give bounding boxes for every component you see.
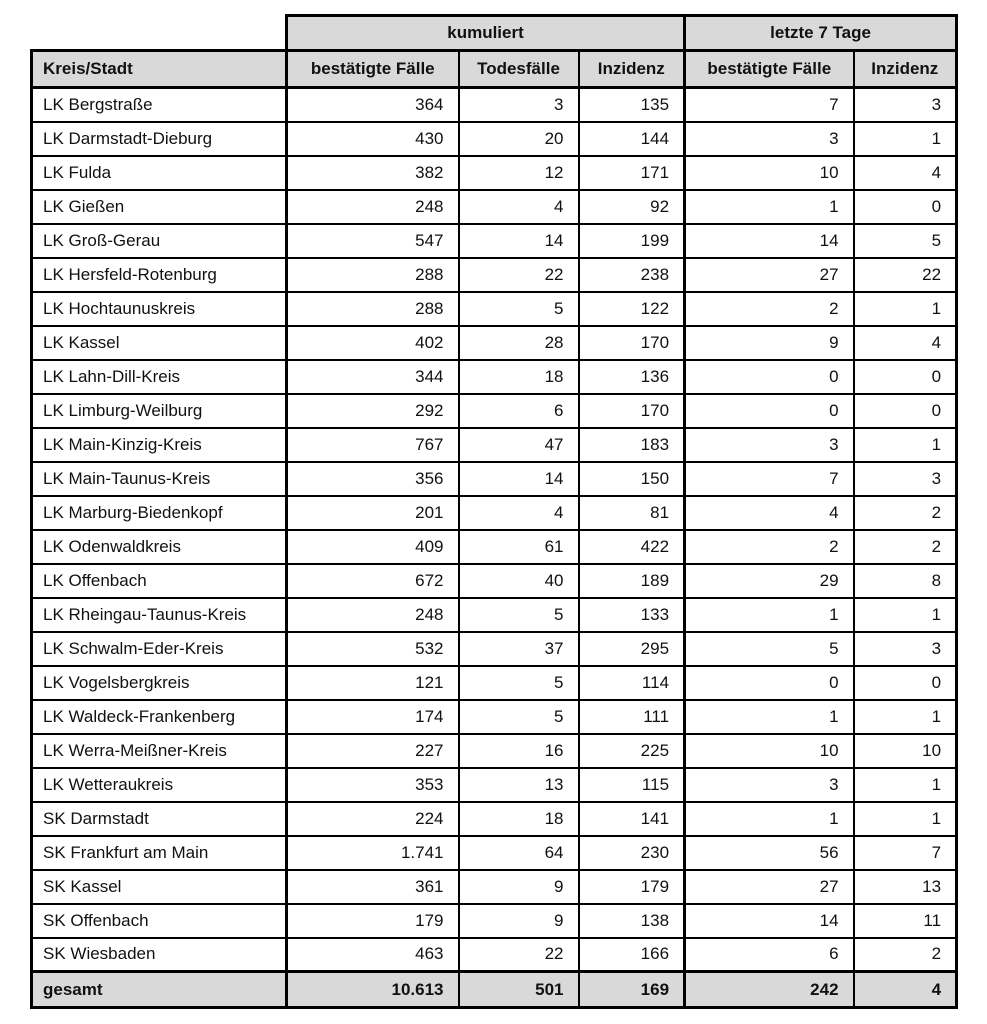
value-cell: 9 [459, 904, 579, 938]
table-row [32, 598, 957, 632]
district-name-cell: LK Werra-Meißner-Kreis [32, 734, 287, 768]
district-name-cell: LK Rheingau-Taunus-Kreis [32, 598, 287, 632]
value-cell: 6 [459, 394, 579, 428]
value-cell: 1 [854, 428, 957, 462]
value-cell: 29 [685, 564, 854, 598]
district-name-cell: LK Limburg-Weilburg [32, 394, 287, 428]
table-row [32, 394, 957, 428]
value-cell: 1 [685, 598, 854, 632]
table-row [32, 156, 957, 190]
value-cell: 4 [854, 326, 957, 360]
value-cell: 199 [579, 224, 685, 258]
table-row [32, 700, 957, 734]
value-cell: 14 [459, 462, 579, 496]
value-cell: 3 [685, 428, 854, 462]
table-row [32, 462, 957, 496]
value-cell: 40 [459, 564, 579, 598]
value-cell: 672 [287, 564, 459, 598]
value-cell: 2 [854, 938, 957, 972]
value-cell: 364 [287, 88, 459, 122]
table-row [32, 360, 957, 394]
value-cell: 114 [579, 666, 685, 700]
value-cell: 344 [287, 360, 459, 394]
value-cell: 10 [854, 734, 957, 768]
value-cell: 13 [854, 870, 957, 904]
column-header-inzidenz-7-tage: Inzidenz [854, 51, 957, 88]
value-cell: 47 [459, 428, 579, 462]
total-bestaetigte-faelle-7-tage: 242 [685, 972, 854, 1008]
value-cell: 288 [287, 258, 459, 292]
value-cell: 1.741 [287, 836, 459, 870]
value-cell: 3 [854, 632, 957, 666]
table-row [32, 938, 957, 972]
value-cell: 2 [854, 496, 957, 530]
table-row [32, 88, 957, 122]
value-cell: 5 [459, 292, 579, 326]
value-cell: 174 [287, 700, 459, 734]
table-row [32, 904, 957, 938]
total-inzidenz-7-tage: 4 [854, 972, 957, 1008]
total-bestaetigte-faelle-kumuliert: 10.613 [287, 972, 459, 1008]
table-row [32, 326, 957, 360]
value-cell: 28 [459, 326, 579, 360]
value-cell: 16 [459, 734, 579, 768]
district-name-cell: LK Odenwaldkreis [32, 530, 287, 564]
value-cell: 133 [579, 598, 685, 632]
value-cell: 10 [685, 734, 854, 768]
value-cell: 238 [579, 258, 685, 292]
value-cell: 547 [287, 224, 459, 258]
value-cell: 183 [579, 428, 685, 462]
value-cell: 37 [459, 632, 579, 666]
value-cell: 1 [854, 122, 957, 156]
district-name-cell: LK Marburg-Biedenkopf [32, 496, 287, 530]
district-name-cell: LK Wetteraukreis [32, 768, 287, 802]
table-row [32, 122, 957, 156]
value-cell: 0 [685, 666, 854, 700]
district-name-cell: LK Kassel [32, 326, 287, 360]
value-cell: 1 [854, 802, 957, 836]
table-row [32, 496, 957, 530]
value-cell: 353 [287, 768, 459, 802]
value-cell: 9 [459, 870, 579, 904]
corner-spacer [32, 16, 287, 51]
value-cell: 5 [459, 700, 579, 734]
value-cell: 56 [685, 836, 854, 870]
value-cell: 288 [287, 292, 459, 326]
value-cell: 9 [685, 326, 854, 360]
value-cell: 1 [685, 190, 854, 224]
table-row [32, 870, 957, 904]
value-cell: 7 [685, 88, 854, 122]
value-cell: 422 [579, 530, 685, 564]
value-cell: 463 [287, 938, 459, 972]
value-cell: 0 [854, 190, 957, 224]
value-cell: 135 [579, 88, 685, 122]
value-cell: 225 [579, 734, 685, 768]
value-cell: 141 [579, 802, 685, 836]
column-header-bestaetigte-faelle-7-tage: bestätigte Fälle [685, 51, 854, 88]
value-cell: 248 [287, 190, 459, 224]
value-cell: 402 [287, 326, 459, 360]
value-cell: 1 [854, 598, 957, 632]
district-name-cell: LK Groß-Gerau [32, 224, 287, 258]
column-header-row [32, 51, 957, 88]
value-cell: 14 [685, 904, 854, 938]
value-cell: 189 [579, 564, 685, 598]
value-cell: 10 [685, 156, 854, 190]
table-row [32, 734, 957, 768]
district-name-cell: LK Main-Kinzig-Kreis [32, 428, 287, 462]
value-cell: 179 [579, 870, 685, 904]
value-cell: 13 [459, 768, 579, 802]
value-cell: 171 [579, 156, 685, 190]
group-header-letzte-7-tage: letzte 7 Tage [685, 16, 957, 51]
value-cell: 18 [459, 802, 579, 836]
value-cell: 20 [459, 122, 579, 156]
value-cell: 115 [579, 768, 685, 802]
table-row [32, 802, 957, 836]
value-cell: 361 [287, 870, 459, 904]
value-cell: 92 [579, 190, 685, 224]
value-cell: 12 [459, 156, 579, 190]
table-row [32, 836, 957, 870]
group-header-row [32, 16, 957, 51]
value-cell: 61 [459, 530, 579, 564]
value-cell: 224 [287, 802, 459, 836]
value-cell: 6 [685, 938, 854, 972]
value-cell: 430 [287, 122, 459, 156]
value-cell: 170 [579, 326, 685, 360]
district-name-cell: LK Vogelsbergkreis [32, 666, 287, 700]
value-cell: 0 [854, 360, 957, 394]
value-cell: 81 [579, 496, 685, 530]
district-name-cell: LK Offenbach [32, 564, 287, 598]
district-name-cell: LK Main-Taunus-Kreis [32, 462, 287, 496]
covid-statistics-table [30, 14, 958, 1009]
group-header-kumuliert: kumuliert [287, 16, 685, 51]
value-cell: 14 [459, 224, 579, 258]
value-cell: 382 [287, 156, 459, 190]
value-cell: 201 [287, 496, 459, 530]
value-cell: 136 [579, 360, 685, 394]
value-cell: 111 [579, 700, 685, 734]
value-cell: 179 [287, 904, 459, 938]
total-row [32, 972, 957, 1008]
value-cell: 27 [685, 870, 854, 904]
value-cell: 64 [459, 836, 579, 870]
district-name-cell: SK Wiesbaden [32, 938, 287, 972]
district-name-cell: SK Darmstadt [32, 802, 287, 836]
value-cell: 227 [287, 734, 459, 768]
value-cell: 5 [685, 632, 854, 666]
value-cell: 0 [685, 394, 854, 428]
district-name-cell: LK Hersfeld-Rotenburg [32, 258, 287, 292]
value-cell: 170 [579, 394, 685, 428]
value-cell: 150 [579, 462, 685, 496]
value-cell: 1 [854, 292, 957, 326]
value-cell: 14 [685, 224, 854, 258]
value-cell: 22 [459, 938, 579, 972]
table-row [32, 258, 957, 292]
value-cell: 3 [685, 768, 854, 802]
table-row [32, 564, 957, 598]
value-cell: 3 [459, 88, 579, 122]
value-cell: 122 [579, 292, 685, 326]
table-body [32, 88, 957, 972]
value-cell: 7 [685, 462, 854, 496]
district-name-cell: LK Darmstadt-Dieburg [32, 122, 287, 156]
column-header-todesfaelle: Todesfälle [459, 51, 579, 88]
column-header-inzidenz-kumuliert: Inzidenz [579, 51, 685, 88]
value-cell: 295 [579, 632, 685, 666]
district-name-cell: LK Waldeck-Frankenberg [32, 700, 287, 734]
value-cell: 22 [459, 258, 579, 292]
value-cell: 18 [459, 360, 579, 394]
value-cell: 2 [854, 530, 957, 564]
value-cell: 1 [854, 700, 957, 734]
district-name-cell: LK Hochtaunuskreis [32, 292, 287, 326]
table-row [32, 768, 957, 802]
value-cell: 138 [579, 904, 685, 938]
total-todesfaelle: 501 [459, 972, 579, 1008]
value-cell: 2 [685, 530, 854, 564]
table-row [32, 666, 957, 700]
value-cell: 248 [287, 598, 459, 632]
district-name-cell: SK Frankfurt am Main [32, 836, 287, 870]
value-cell: 0 [854, 394, 957, 428]
district-name-cell: SK Kassel [32, 870, 287, 904]
value-cell: 27 [685, 258, 854, 292]
value-cell: 0 [854, 666, 957, 700]
table-row [32, 428, 957, 462]
table-row [32, 530, 957, 564]
total-inzidenz-kumuliert: 169 [579, 972, 685, 1008]
value-cell: 166 [579, 938, 685, 972]
column-header-kreis-stadt: Kreis/Stadt [32, 51, 287, 88]
value-cell: 1 [854, 768, 957, 802]
value-cell: 5 [459, 598, 579, 632]
district-name-cell: LK Gießen [32, 190, 287, 224]
district-name-cell: LK Fulda [32, 156, 287, 190]
value-cell: 0 [685, 360, 854, 394]
value-cell: 4 [685, 496, 854, 530]
column-header-bestaetigte-faelle-kumuliert: bestätigte Fälle [287, 51, 459, 88]
value-cell: 3 [854, 462, 957, 496]
value-cell: 2 [685, 292, 854, 326]
value-cell: 11 [854, 904, 957, 938]
value-cell: 1 [685, 802, 854, 836]
district-name-cell: LK Bergstraße [32, 88, 287, 122]
value-cell: 292 [287, 394, 459, 428]
value-cell: 3 [685, 122, 854, 156]
table-row [32, 632, 957, 666]
value-cell: 5 [854, 224, 957, 258]
value-cell: 4 [459, 190, 579, 224]
value-cell: 121 [287, 666, 459, 700]
value-cell: 4 [854, 156, 957, 190]
value-cell: 230 [579, 836, 685, 870]
value-cell: 7 [854, 836, 957, 870]
table-row [32, 190, 957, 224]
table-row [32, 224, 957, 258]
district-name-cell: SK Offenbach [32, 904, 287, 938]
value-cell: 767 [287, 428, 459, 462]
value-cell: 356 [287, 462, 459, 496]
value-cell: 532 [287, 632, 459, 666]
value-cell: 144 [579, 122, 685, 156]
district-name-cell: LK Lahn-Dill-Kreis [32, 360, 287, 394]
value-cell: 22 [854, 258, 957, 292]
value-cell: 1 [685, 700, 854, 734]
total-label: gesamt [32, 972, 287, 1008]
value-cell: 8 [854, 564, 957, 598]
table-row [32, 292, 957, 326]
value-cell: 5 [459, 666, 579, 700]
value-cell: 3 [854, 88, 957, 122]
value-cell: 4 [459, 496, 579, 530]
value-cell: 409 [287, 530, 459, 564]
district-name-cell: LK Schwalm-Eder-Kreis [32, 632, 287, 666]
